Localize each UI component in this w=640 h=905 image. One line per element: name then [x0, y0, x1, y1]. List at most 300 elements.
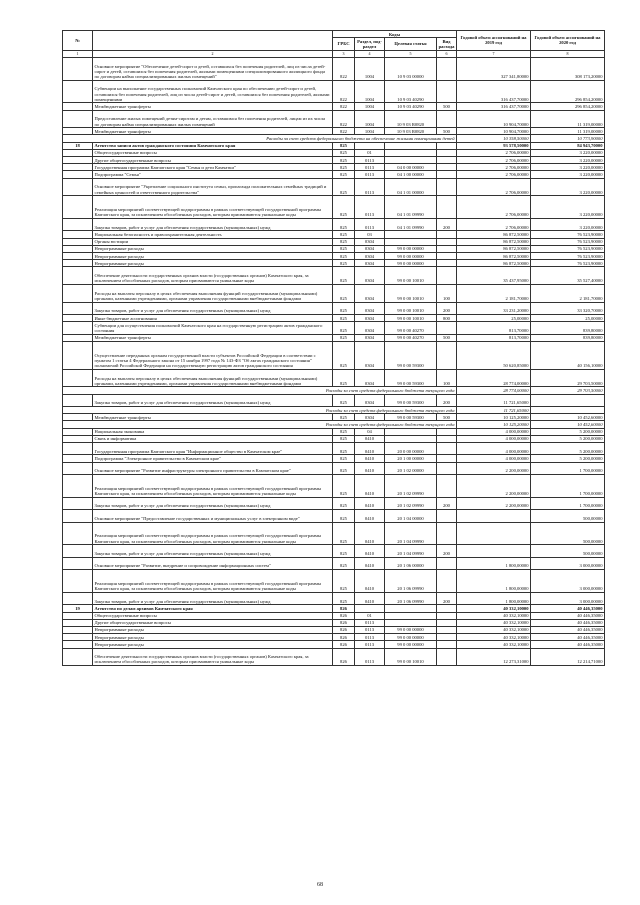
row-section: 0304 — [355, 369, 385, 387]
row-grbs: 826 — [333, 605, 355, 612]
row-amount-2019: 316 437,70000 — [457, 103, 531, 110]
table-row — [63, 245, 605, 252]
table-row — [63, 157, 605, 164]
row-section: 0304 — [355, 394, 385, 406]
row-amount-2020: 296 854,20000 — [531, 80, 605, 103]
row-amount-2019: 2 706,00000 — [457, 164, 531, 171]
table-row — [63, 619, 605, 626]
row-amount-2019: 327 341,80000 — [457, 57, 531, 80]
note-amount-2019: 10 125,20000 — [457, 421, 531, 428]
col-2019-header: Годовой объем ассигнований на 2019 год — [457, 31, 531, 51]
note-row — [63, 407, 605, 414]
row-vr — [437, 435, 457, 442]
row-section — [355, 605, 385, 612]
row-amount-2019: 2 200,00000 — [457, 475, 531, 498]
row-section: 0304 — [355, 267, 385, 285]
table-row — [63, 592, 605, 604]
row-name: Непрограммные расходы — [93, 641, 333, 648]
row-name: Межбюджетные трансферты — [93, 334, 333, 341]
row-amount-2019: 2 200,00000 — [457, 462, 531, 474]
row-name: Закупка товаров, работ и услуг для обеспечения государственных (муниципальных) нужд — [93, 302, 333, 314]
row-grbs: 825 — [333, 285, 355, 303]
row-vr — [437, 157, 457, 164]
row-amount-2019: 12 273,31000 — [457, 648, 531, 666]
row-vr — [437, 171, 457, 178]
row-number — [63, 334, 93, 341]
row-number — [63, 57, 93, 80]
row-amount-2020: 40 446,35000 — [531, 612, 605, 619]
note-amount-2019: 28 774,00000 — [457, 387, 531, 394]
row-vr — [437, 260, 457, 267]
row-amount-2020: 11 319,00000 — [531, 128, 605, 135]
row-name: Субвенции на выполнение государственных полномочий Камчатского края по обеспечению детей-сирот и детей, оставшихся без попечения родителей, лиц из числа детей-сирот и детей, оставшихся без попечения родителей, жилыми помещениями — [93, 80, 333, 103]
row-vr — [437, 557, 457, 569]
row-amount-2020: 3 220,00000 — [531, 196, 605, 219]
row-grbs: 822 — [333, 128, 355, 135]
row-target — [385, 428, 437, 435]
table-row — [63, 435, 605, 442]
column-numbers-row — [63, 50, 605, 57]
row-target: 99 0 00 10010 — [385, 315, 437, 322]
row-target: 99 0 00 59300 — [385, 341, 437, 369]
row-section: 03 — [355, 231, 385, 238]
row-vr — [437, 462, 457, 474]
row-vr — [437, 57, 457, 80]
row-amount-2019: 40 332,10000 — [457, 619, 531, 626]
row-amount-2019: 2 706,00000 — [457, 178, 531, 196]
row-number — [63, 570, 93, 593]
row-grbs: 825 — [333, 443, 355, 455]
row-section: 0113 — [355, 196, 385, 219]
row-name: Закупка товаров, работ и услуг для обеспечения государственных (муниципальных) нужд — [93, 592, 333, 604]
row-name: Предоставление жилых помещений детям-сиротам и детям, оставшимся без попечения родителей, лицам из их числа по договорам найма специализированных жилых помещений — [93, 110, 333, 128]
row-name: Межбюджетные трансферты — [93, 128, 333, 135]
row-target — [385, 605, 437, 612]
row-vr — [437, 178, 457, 196]
row-target: 20 1 06 09990 — [385, 570, 437, 593]
row-amount-2019: 33 231,20000 — [457, 302, 531, 314]
row-amount-2019: 86 872,50000 — [457, 260, 531, 267]
row-name: Государственная программа Камчатского края "Информационное общество в Камчатском крае" — [93, 443, 333, 455]
row-grbs: 825 — [333, 253, 355, 260]
row-vr: 500 — [437, 334, 457, 341]
col-2020-header: Годовой объем ассигнований на 2020 год — [531, 31, 605, 51]
table-row — [63, 260, 605, 267]
row-target: 10 9 03 00000 — [385, 57, 437, 80]
row-target — [385, 157, 437, 164]
row-number — [63, 196, 93, 219]
row-target: 04 1 01 09990 — [385, 219, 437, 231]
row-number — [63, 80, 93, 103]
row-amount-2019: 1 800,00000 — [457, 557, 531, 569]
row-section: 0304 — [355, 245, 385, 252]
row-amount-2020: 296 854,20000 — [531, 103, 605, 110]
row-section: 0304 — [355, 302, 385, 314]
table-row — [63, 149, 605, 156]
row-name: Общегосударственные вопросы — [93, 149, 333, 156]
table-row — [63, 334, 605, 341]
row-vr — [437, 626, 457, 633]
row-amount-2019: 1 800,00000 — [457, 570, 531, 593]
table-row — [63, 110, 605, 128]
row-target: 20 1 02 09990 — [385, 497, 437, 509]
row-vr — [437, 634, 457, 641]
row-amount-2019: 2 706,00000 — [457, 219, 531, 231]
row-target: 99 0 00 59300 — [385, 414, 437, 421]
row-vr — [437, 164, 457, 171]
row-number — [63, 315, 93, 322]
row-amount-2020: 76 523,90000 — [531, 245, 605, 252]
row-grbs: 822 — [333, 57, 355, 80]
row-amount-2020: 5 200,00000 — [531, 435, 605, 442]
row-amount-2020: 5 200,00000 — [531, 455, 605, 462]
row-amount-2020: 76 523,90000 — [531, 253, 605, 260]
row-number — [63, 545, 93, 557]
row-grbs: 822 — [333, 103, 355, 110]
row-name: Закупка товаров, работ и услуг для обеспечения государственных (муниципальных) нужд — [93, 497, 333, 509]
row-target: 99 0 00 59300 — [385, 369, 437, 387]
row-vr — [437, 231, 457, 238]
note-amount-2019: 10 358,50000 — [457, 135, 531, 142]
row-grbs: 825 — [333, 260, 355, 267]
row-grbs: 825 — [333, 196, 355, 219]
row-amount-2020: 84 943,70000 — [531, 142, 605, 149]
row-number — [63, 103, 93, 110]
row-vr: 500 — [437, 103, 457, 110]
table-row — [63, 626, 605, 633]
row-vr — [437, 455, 457, 462]
table-row — [63, 462, 605, 474]
row-amount-2020: 3 220,00000 — [531, 178, 605, 196]
row-amount-2019: 2 706,00000 — [457, 149, 531, 156]
row-target: 20 1 00 00000 — [385, 455, 437, 462]
table-row — [63, 57, 605, 80]
row-name: Подпрограмма "Электронное правительство в Камчатском крае" — [93, 455, 333, 462]
row-vr: 800 — [437, 315, 457, 322]
note-row — [63, 387, 605, 394]
row-amount-2019 — [457, 545, 531, 557]
row-amount-2020: 40 446,35000 — [531, 605, 605, 612]
row-amount-2019: 40 332,10000 — [457, 634, 531, 641]
row-target: 10 9 03 40290 — [385, 103, 437, 110]
row-name: Агентство по делам архивов Камчатского края — [93, 605, 333, 612]
row-number — [63, 285, 93, 303]
row-amount-2019: 25,00000 — [457, 315, 531, 322]
row-number — [63, 394, 93, 406]
col-name-header — [93, 31, 333, 51]
col-number: 7 — [457, 50, 531, 57]
row-grbs: 825 — [333, 267, 355, 285]
row-name: Другие общегосударственные вопросы — [93, 157, 333, 164]
table-row — [63, 475, 605, 498]
row-amount-2020: 3 000,00000 — [531, 592, 605, 604]
table-row — [63, 545, 605, 557]
row-grbs: 825 — [333, 219, 355, 231]
table-row — [63, 394, 605, 406]
table-row — [63, 322, 605, 334]
row-number — [63, 178, 93, 196]
row-section: 0410 — [355, 545, 385, 557]
row-amount-2019: 2 706,00000 — [457, 157, 531, 164]
row-target: 99 0 00 00000 — [385, 253, 437, 260]
row-target: 10 9 03 R0820 — [385, 110, 437, 128]
row-number — [63, 231, 93, 238]
row-vr — [437, 522, 457, 545]
row-vr — [437, 641, 457, 648]
row-name: Непрограммные расходы — [93, 634, 333, 641]
row-vr — [437, 267, 457, 285]
row-grbs: 825 — [333, 462, 355, 474]
row-vr: 100 — [437, 369, 457, 387]
row-amount-2020: 3 000,00000 — [531, 570, 605, 593]
row-number — [63, 238, 93, 245]
col-target-header: Целевая статья — [385, 38, 437, 50]
row-section: 0113 — [355, 641, 385, 648]
row-amount-2020: 3 220,00000 — [531, 149, 605, 156]
row-number — [63, 110, 93, 128]
row-vr — [437, 110, 457, 128]
row-amount-2020: 3 220,00000 — [531, 157, 605, 164]
table-row — [63, 196, 605, 219]
table-row — [63, 164, 605, 171]
row-number — [63, 641, 93, 648]
row-grbs: 825 — [333, 164, 355, 171]
table-row — [63, 605, 605, 612]
row-section: 0410 — [355, 570, 385, 593]
row-section: 0304 — [355, 285, 385, 303]
table-row — [63, 510, 605, 522]
row-number — [63, 428, 93, 435]
row-name: Основное мероприятие "Предоставление государственных и муниципальных услуг в электронном виде" — [93, 510, 333, 522]
row-grbs: 825 — [333, 178, 355, 196]
row-target: 99 0 00 10010 — [385, 267, 437, 285]
row-name: Иные бюджетные ассигнования — [93, 315, 333, 322]
row-amount-2020: 76 523,90000 — [531, 238, 605, 245]
row-name: Непрограммные расходы — [93, 626, 333, 633]
row-grbs: 826 — [333, 619, 355, 626]
row-target — [385, 142, 437, 149]
table-row — [63, 171, 605, 178]
row-grbs: 826 — [333, 612, 355, 619]
row-grbs: 825 — [333, 334, 355, 341]
row-grbs: 826 — [333, 626, 355, 633]
row-target: 10 9 03 40290 — [385, 80, 437, 103]
row-vr: 100 — [437, 285, 457, 303]
table-row — [63, 103, 605, 110]
row-grbs: 825 — [333, 510, 355, 522]
row-number — [63, 157, 93, 164]
row-section: 0113 — [355, 164, 385, 171]
row-number — [63, 149, 93, 156]
row-grbs: 825 — [333, 592, 355, 604]
row-name: Непрограммные расходы — [93, 260, 333, 267]
row-grbs: 822 — [333, 110, 355, 128]
note-amount-2020 — [531, 407, 605, 414]
row-target — [385, 238, 437, 245]
row-section: 01 — [355, 149, 385, 156]
row-amount-2019: 40 332,10000 — [457, 612, 531, 619]
row-name: Закупка товаров, работ и услуг для обеспечения государственных (муниципальных) нужд — [93, 545, 333, 557]
row-amount-2019: 2 706,00000 — [457, 171, 531, 178]
row-target: 99 0 00 10010 — [385, 648, 437, 666]
row-vr: 500 — [437, 128, 457, 135]
row-amount-2019: 86 872,50000 — [457, 231, 531, 238]
table-row — [63, 641, 605, 648]
row-grbs: 825 — [333, 497, 355, 509]
row-grbs: 825 — [333, 315, 355, 322]
row-vr — [437, 341, 457, 369]
row-number — [63, 455, 93, 462]
row-vr — [437, 648, 457, 666]
row-vr — [437, 80, 457, 103]
row-name: Расходы на выплаты персоналу в целях обеспечения выполнения функций государственными (муниципальными) органами, казенными учреждениями, органами управления государственными внебюджетными фондами — [93, 285, 333, 303]
row-target: 20 0 00 00000 — [385, 443, 437, 455]
row-section: 0304 — [355, 238, 385, 245]
row-target: 20 1 04 09990 — [385, 522, 437, 545]
row-target — [385, 435, 437, 442]
row-number — [63, 322, 93, 334]
table-row — [63, 443, 605, 455]
row-section: 0113 — [355, 626, 385, 633]
note-text: Расходы за счет средств федерального бюджета текущего года — [63, 421, 457, 428]
row-amount-2019: 35 437,95000 — [457, 267, 531, 285]
row-number — [63, 302, 93, 314]
row-target: 20 1 06 00000 — [385, 557, 437, 569]
row-amount-2019: 4 000,00000 — [457, 455, 531, 462]
row-section: 1004 — [355, 110, 385, 128]
row-section: 0410 — [355, 510, 385, 522]
row-section: 1004 — [355, 80, 385, 103]
row-vr — [437, 322, 457, 334]
row-amount-2020: 839,80000 — [531, 334, 605, 341]
row-vr — [437, 612, 457, 619]
row-amount-2020: 2 181,70000 — [531, 285, 605, 303]
col-number: 5 — [385, 50, 437, 57]
row-vr — [437, 619, 457, 626]
row-vr — [437, 605, 457, 612]
note-amount-2020: 29 703,50000 — [531, 387, 605, 394]
row-section: 0113 — [355, 634, 385, 641]
row-number — [63, 219, 93, 231]
row-target: 99 0 00 00000 — [385, 245, 437, 252]
row-grbs: 825 — [333, 570, 355, 593]
row-amount-2020: 308 173,20000 — [531, 57, 605, 80]
row-target: 04 1 00 00000 — [385, 171, 437, 178]
row-grbs: 825 — [333, 435, 355, 442]
table-row — [63, 648, 605, 666]
row-name: Обеспечение деятельности государственных органов власти (государственных органов) Камчатского края, за исключением обособленных расходов, которым присваиваются уникальные коды — [93, 267, 333, 285]
row-number — [63, 414, 93, 421]
row-amount-2020: 40 446,35000 — [531, 641, 605, 648]
table-row — [63, 315, 605, 322]
row-amount-2019: 28 774,00000 — [457, 369, 531, 387]
row-vr: 200 — [437, 219, 457, 231]
row-section: 0304 — [355, 341, 385, 369]
row-amount-2020: 76 523,90000 — [531, 260, 605, 267]
row-name: Связь и информатика — [93, 435, 333, 442]
codes-header: Коды — [333, 31, 457, 38]
row-amount-2019: 1 800,00000 — [457, 592, 531, 604]
row-section: 0304 — [355, 334, 385, 341]
row-grbs: 825 — [333, 455, 355, 462]
row-amount-2019: 10 904,70000 — [457, 110, 531, 128]
row-amount-2020 — [531, 394, 605, 406]
col-number: 2 — [93, 50, 333, 57]
row-grbs: 825 — [333, 394, 355, 406]
row-number — [63, 164, 93, 171]
row-number — [63, 592, 93, 604]
budget-table — [62, 30, 605, 666]
row-name: Расходы на выплаты персоналу в целях обеспечения выполнения функций государственными (муниципальными) органами, казенными учреждениями, органами управления государственными внебюджетными фондами — [93, 369, 333, 387]
table-row — [63, 238, 605, 245]
note-amount-2019: 11 721,65000 — [457, 407, 531, 414]
row-amount-2020: 3 000,00000 — [531, 557, 605, 569]
table-row — [63, 570, 605, 593]
row-amount-2020: 1 700,00000 — [531, 475, 605, 498]
table-row — [63, 219, 605, 231]
note-text: Расходы за счет средств федерального бюджета текущего года — [63, 407, 457, 414]
row-section: 0304 — [355, 260, 385, 267]
row-grbs: 825 — [333, 142, 355, 149]
row-target: 99 0 00 00000 — [385, 260, 437, 267]
row-target: 99 0 00 40270 — [385, 322, 437, 334]
col-section-header: Раздел, под-раздел — [355, 38, 385, 50]
table-row — [63, 455, 605, 462]
note-text: Расходы за счет средств федерального бюджета текущего года — [63, 387, 457, 394]
row-section: 0410 — [355, 557, 385, 569]
row-amount-2019: 2 706,00000 — [457, 196, 531, 219]
row-target: 20 1 06 09990 — [385, 592, 437, 604]
row-grbs: 825 — [333, 522, 355, 545]
row-name: Субвенции для осуществления полномочий Камчатского края на государственную регистрацию актов гражданского состояния — [93, 322, 333, 334]
row-number — [63, 253, 93, 260]
row-name: Основное мероприятие "Развитие инфраструктуры электронного правительства в Камчатском крае" — [93, 462, 333, 474]
row-name: Государственная программа Камчатского края "Семья и дети Камчатки" — [93, 164, 333, 171]
row-amount-2020: 33 320,70000 — [531, 302, 605, 314]
row-amount-2020: 35 527,40000 — [531, 267, 605, 285]
row-grbs: 825 — [333, 341, 355, 369]
row-number — [63, 612, 93, 619]
row-vr: 500 — [437, 414, 457, 421]
table-row — [63, 128, 605, 135]
row-number — [63, 510, 93, 522]
row-target — [385, 619, 437, 626]
row-grbs: 825 — [333, 302, 355, 314]
table-row — [63, 285, 605, 303]
row-target: 99 0 00 59300 — [385, 394, 437, 406]
row-number: 18 — [63, 142, 93, 149]
table-row — [63, 522, 605, 545]
row-amount-2020: 500,00000 — [531, 545, 605, 557]
col-vr-header: Вид расхода — [437, 38, 457, 50]
row-number — [63, 128, 93, 135]
row-name: Непрограммные расходы — [93, 245, 333, 252]
row-section: 0410 — [355, 592, 385, 604]
row-amount-2019: 86 872,50000 — [457, 238, 531, 245]
row-amount-2019: 4 000,00000 — [457, 443, 531, 455]
row-name: Национальная экономика — [93, 428, 333, 435]
row-amount-2020: 3 220,00000 — [531, 171, 605, 178]
row-grbs: 825 — [333, 231, 355, 238]
row-section: 04 — [355, 428, 385, 435]
note-amount-2020: 10 452,60000 — [531, 421, 605, 428]
row-section: 0113 — [355, 619, 385, 626]
row-amount-2020: 76 523,90000 — [531, 231, 605, 238]
table-row — [63, 369, 605, 387]
row-amount-2020: 10 452,60000 — [531, 414, 605, 421]
row-amount-2020: 839,80000 — [531, 322, 605, 334]
row-section: 1004 — [355, 128, 385, 135]
